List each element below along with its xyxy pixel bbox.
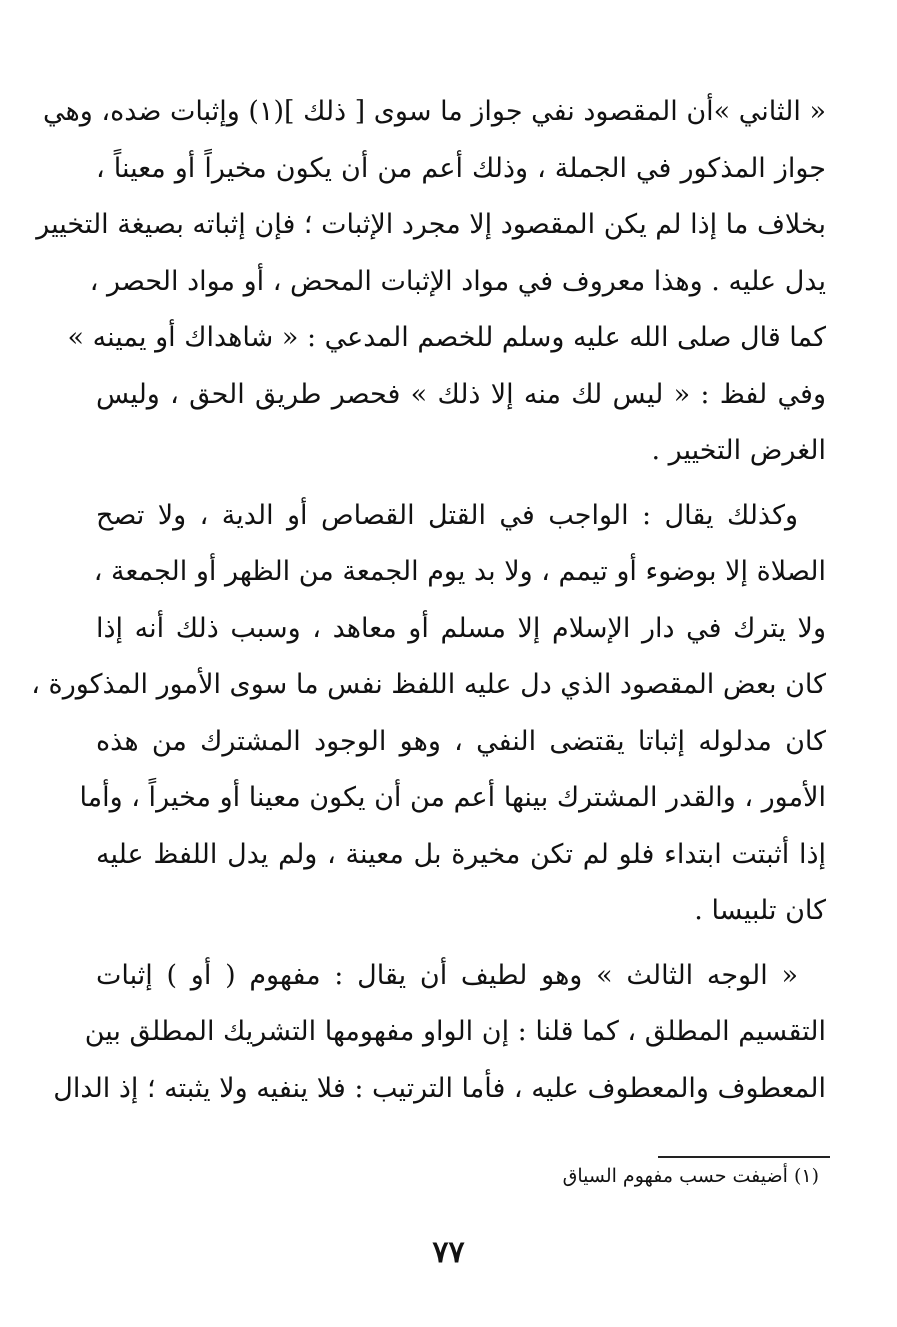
text-line: بخلاف ما إذا لم يكن المقصود إلا مجرد الإثبات ؛ فإن إثباته بصيغة التخيير: [36, 209, 826, 240]
paragraph-third-aspect: [53, 948, 826, 1118]
text-line: جواز المذكور في الجملة ، وذلك أعم من أن يكون مخيراً أو معيناً ،: [96, 152, 826, 184]
text-line: كان تلبيسا .: [694, 895, 826, 926]
text-line: الصلاة إلا بوضوء أو تيمم ، ولا بد يوم الجمعة من الظهر أو الجمعة ،: [93, 556, 826, 587]
text-line: وكذلك يقال : الواجب في القتل القصاص أو الدية ، ولا تصح: [96, 499, 798, 531]
page-number: ٧٧: [432, 1235, 465, 1270]
paragraph-examples: [31, 488, 826, 940]
text-line: يدل عليه . وهذا معروف في مواد الإثبات المحض ، أو مواد الحصر ،: [89, 265, 826, 297]
text-line: كما قال صلى الله عليه وسلم للخصم المدعي : « شاهداك أو يمينه »: [67, 322, 826, 353]
paragraph-spacer: [96, 480, 826, 488]
text-line: التقسيم المطلق ، كما قلنا : إن الواو مفهومها التشريك المطلق بين: [84, 1016, 826, 1047]
text-line: « الوجه الثالث » وهو لطيف أن يقال : مفهوم ( أو ) إثبات: [96, 959, 798, 991]
text-line: ولا يترك في دار الإسلام إلا مسلم أو معاهد ، وسبب ذلك أنه إذا: [96, 612, 826, 644]
paragraph-second-aspect: [36, 84, 826, 480]
footnote-divider: [658, 1156, 830, 1158]
text-line: « الثاني »أن المقصود نفي جواز ما سوى [ ذلك ](١) وإثبات ضده، وهي: [43, 96, 826, 127]
text-line: الأمور ، والقدر المشترك بينها أعم من أن يكون معينا أو مخيراً ، وأما: [79, 782, 826, 813]
main-text: [31, 84, 826, 1117]
text-line: المعطوف والمعطوف عليه ، فأما الترتيب : فلا ينفيه ولا يثبته ؛ إذ الدال: [53, 1072, 826, 1104]
text-line: الغرض التخيير .: [651, 435, 826, 466]
footnote: (١) أضيفت حسب مفهوم السياق: [562, 1165, 819, 1187]
text-line: كان مدلوله إثباتا يقتضى النفي ، وهو الوجود المشترك من هذه: [96, 725, 826, 757]
text-line: وفي لفظ : « ليس لك منه إلا ذلك » فحصر طريق الحق ، وليس: [96, 378, 826, 410]
text-line: إذا أثبتت ابتداء فلو لم تكن مخيرة بل معينة ، ولم يدل اللفظ عليه: [96, 838, 826, 870]
text-line: كان بعض المقصود الذي دل عليه اللفظ نفس ما سوى الأمور المذكورة ،: [31, 669, 826, 700]
paragraph-spacer: [96, 940, 826, 948]
